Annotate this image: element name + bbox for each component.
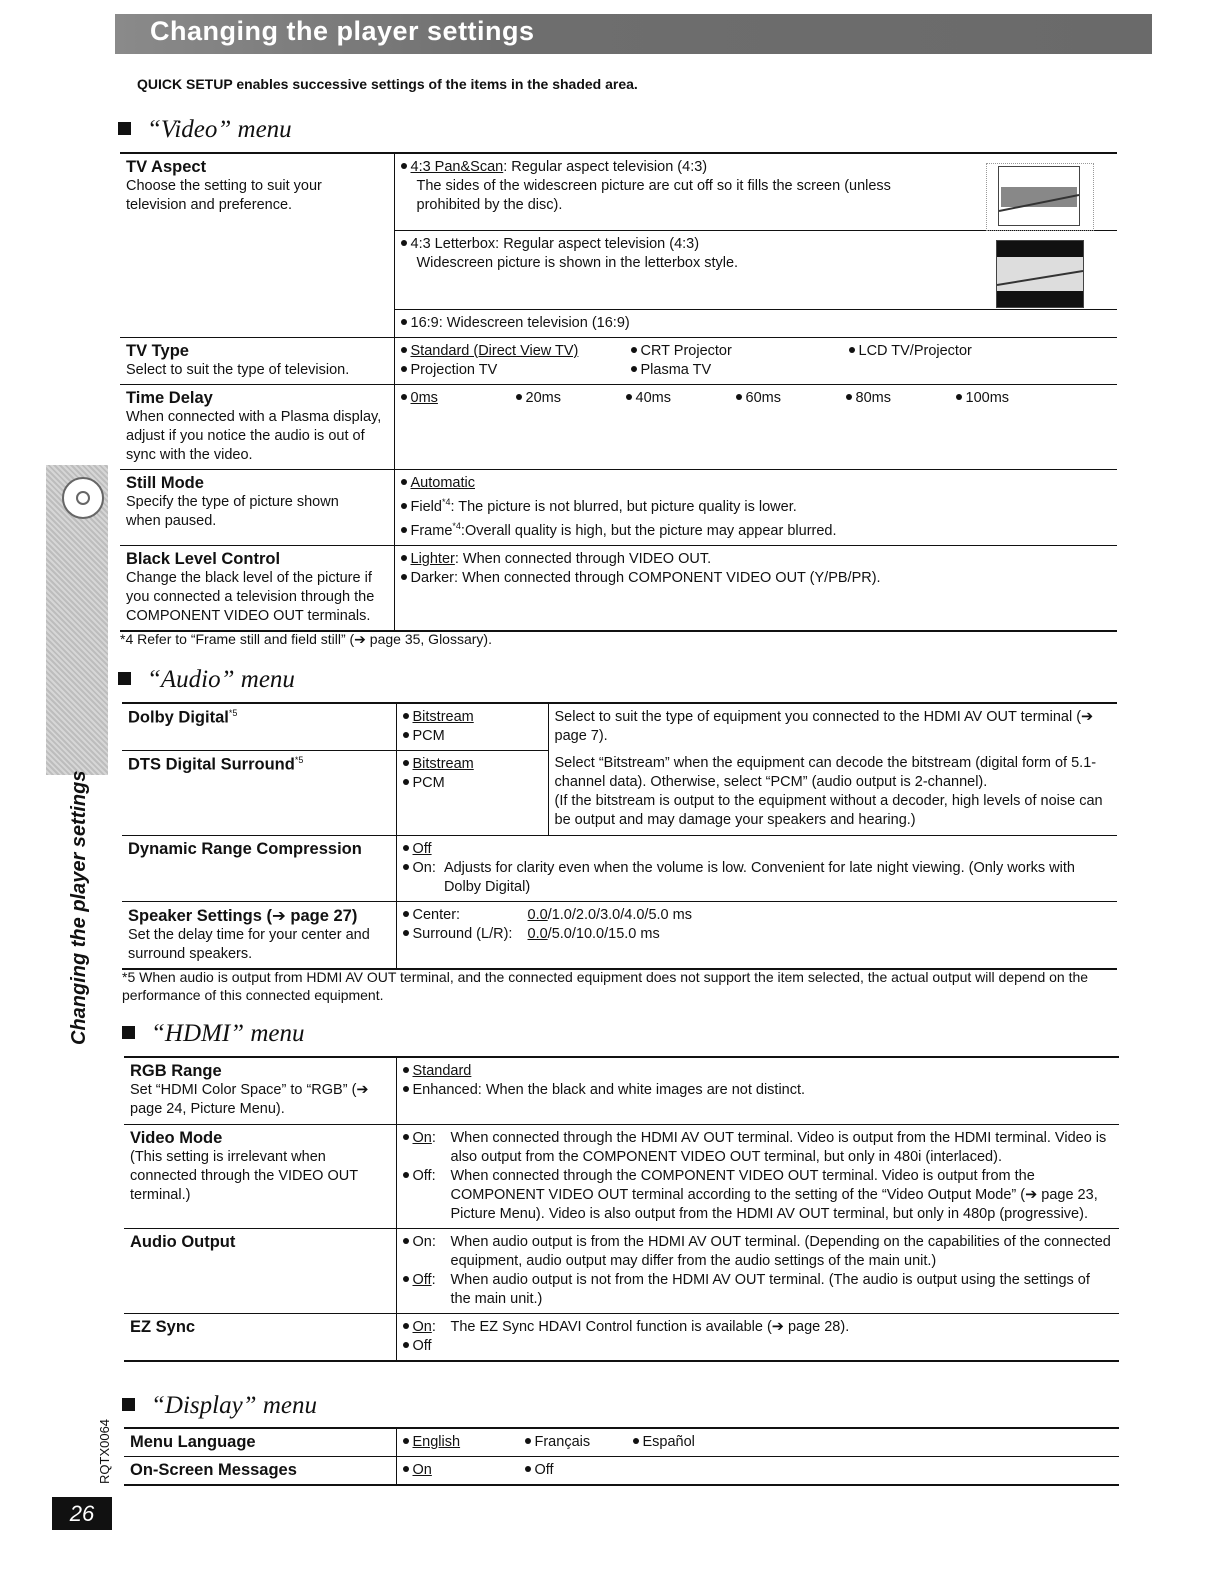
- setting-name: Time Delay: [126, 389, 213, 407]
- quick-setup-intro: QUICK SETUP enables successive settings of the items in the shaded area.: [137, 76, 638, 92]
- page-number: 26: [52, 1497, 112, 1530]
- page-header-title: Changing the player settings: [150, 16, 535, 46]
- bullet-icon: [525, 1466, 531, 1472]
- option-row: 0ms 20ms 40ms 60ms 80ms 100ms: [401, 389, 1112, 408]
- option-off: Off: [403, 840, 1112, 859]
- bullet-icon: [403, 1238, 409, 1244]
- hdmi-menu-title: “HDMI” menu: [122, 1020, 304, 1048]
- setting-name: Menu Language: [130, 1433, 256, 1451]
- display-menu-table: [124, 1427, 1119, 1486]
- bullet-icon: [403, 1086, 409, 1092]
- option-darker: Darker: When connected through COMPONENT VIDEO OUT (Y/PB/PR).: [401, 569, 1112, 588]
- square-bullet-icon: [118, 122, 131, 135]
- bullet-icon: [849, 347, 855, 353]
- bullet-icon: [401, 527, 407, 533]
- decoder-warning: (If the bitstream is output to the equipment without a decoder, high levels of noise can be output and may damage your speakers and hearing.): [554, 793, 1103, 828]
- table-row: [124, 1125, 1119, 1229]
- setting-description: Set the delay time for your center and surround speakers.: [128, 927, 370, 962]
- bullet-icon: [401, 574, 407, 580]
- audio-menu-title: “Audio” menu: [118, 666, 295, 694]
- bullet-icon: [403, 732, 409, 738]
- setting-description: Set “HDMI Color Space” to “RGB” (➔ page 24, Picture Menu).: [130, 1082, 369, 1117]
- setting-name: Dynamic Range Compression: [128, 840, 362, 858]
- option-on: On: When audio output is from the HDMI AV OUT terminal. (Depending on the capabilities of the connected equipment, audio output may differ from the audio settings of the main unit.): [403, 1233, 1114, 1271]
- bullet-icon: [736, 394, 742, 400]
- option-letterbox: 4:3 Letterbox: Regular aspect television (4:3): [401, 235, 1112, 254]
- bullet-icon: [633, 1438, 639, 1444]
- option-16-9: 16:9: Widescreen television (16:9): [401, 314, 1112, 333]
- side-label: Changing the player settings: [68, 770, 90, 1045]
- table-row: [120, 338, 1117, 385]
- bullet-icon: [401, 347, 407, 353]
- bullet-icon: [401, 240, 407, 246]
- option-automatic: Automatic: [401, 474, 1112, 493]
- square-bullet-icon: [118, 672, 131, 685]
- option-off: Off: [403, 1337, 1114, 1356]
- table-row: [120, 470, 1117, 546]
- setting-description: Specify the type of picture shown when paused.: [126, 494, 339, 529]
- option-row: English Français Español: [403, 1433, 1114, 1452]
- option-pan-scan: 4:3 Pan&Scan: Regular aspect television (4:3): [401, 158, 1112, 177]
- video-menu-table: [120, 152, 1117, 632]
- bullet-icon: [403, 1438, 409, 1444]
- bullet-icon: [403, 1323, 409, 1329]
- footnote-4: *4 Refer to “Frame still and field still” (➔ page 35, Glossary).: [120, 631, 492, 647]
- bullet-icon: [401, 394, 407, 400]
- audio-output-description: Select to suit the type of equipment you connected to the HDMI AV OUT terminal (➔ page 7).: [554, 709, 1094, 744]
- bullet-icon: [403, 1276, 409, 1282]
- bullet-icon: [403, 1067, 409, 1073]
- pan-scan-illustration: [998, 166, 1080, 226]
- bullet-icon: [401, 319, 407, 325]
- option-off: Off: When audio output is not from the HDMI AV OUT terminal. (The audio is output using the settings of the main unit.): [403, 1271, 1114, 1309]
- table-row: [122, 836, 1117, 902]
- bullet-icon: [403, 864, 409, 870]
- bullet-icon: [626, 394, 632, 400]
- table-row: [124, 1314, 1119, 1362]
- setting-name: Still Mode: [126, 474, 204, 492]
- bullet-icon: [403, 760, 409, 766]
- bullet-icon: [516, 394, 522, 400]
- option-off: Off: When connected through the COMPONENT VIDEO OUT terminal. Video is output from the COMPONENT VIDEO OUT terminal according to the setting of the “Video Output Mode” (➔ page 23, Picture Menu). Video is also output from the HDMI AV OUT terminal, but only in 480p (progressive).: [403, 1167, 1114, 1224]
- letterbox-illustration: [996, 240, 1084, 308]
- setting-name: Dolby Digital$^{*5}$: [128, 708, 238, 727]
- letterbox-picture-icon: [997, 241, 1083, 307]
- option-lighter: Lighter: When connected through VIDEO OUT.: [401, 550, 1112, 569]
- option-on: On: Adjusts for clarity even when the volume is low. Convenient for late night viewing. (Only works with Dolby Digital): [403, 859, 1112, 897]
- bullet-icon: [403, 1342, 409, 1348]
- bullet-icon: [846, 394, 852, 400]
- bullet-icon: [403, 845, 409, 851]
- table-row: [120, 545, 1117, 631]
- setting-description: When connected with a Plasma display, adjust if you notice the audio is out of sync with the video.: [126, 409, 382, 463]
- bullet-icon: [956, 394, 962, 400]
- option-detail: The sides of the widescreen picture are cut off so it fills the screen (unless prohibited by the disc).: [416, 178, 891, 213]
- option-enhanced: Enhanced: When the black and white images are not distinct.: [403, 1081, 1114, 1100]
- document-code: RQTX0064: [97, 1418, 112, 1484]
- setting-description: Change the black level of the picture if you connected a television through the COMPONENT VIDEO OUT terminals.: [126, 569, 375, 624]
- option-bitstream: Bitstream: [403, 708, 542, 727]
- setting-name: Speaker Settings (➔ page 27): [128, 907, 358, 925]
- footnote-5: *5 When audio is output from HDMI AV OUT terminal, and the connected equipment does not support the item selected, the actual output will depend on the performance of this connected equipment.: [122, 969, 1089, 1003]
- bullet-icon: [631, 366, 637, 372]
- table-row: [120, 385, 1117, 470]
- table-row: [124, 1457, 1119, 1486]
- table-row: [120, 153, 1117, 231]
- setting-name: RGB Range: [130, 1062, 222, 1080]
- setting-name: On-Screen Messages: [130, 1461, 297, 1479]
- bitstream-description: Select “Bitstream” when the equipment can decode the bitstream (digital form of 5.1-channel data). Otherwise, select “PCM” (audio output is 2-channel).: [554, 755, 1097, 790]
- audio-menu-table: [122, 702, 1117, 970]
- option-pcm: PCM: [403, 774, 542, 793]
- setting-name: Video Mode: [130, 1129, 223, 1147]
- bullet-icon: [403, 1172, 409, 1178]
- option-detail: Widescreen picture is shown in the letterbox style.: [416, 255, 739, 271]
- bridge-picture-icon: [999, 167, 1079, 225]
- setting-description: Choose the setting to suit your television and preference.: [126, 178, 322, 213]
- table-row: [124, 1229, 1119, 1314]
- option-on: On: When connected through the HDMI AV OUT terminal. Video is output from the HDMI terminal. Video is also output from the COMPONENT VIDEO OUT terminal, but only in 480i (interlaced).: [403, 1129, 1114, 1167]
- bullet-icon: [403, 1134, 409, 1140]
- option-standard: Standard: [403, 1062, 1114, 1081]
- bullet-icon: [403, 930, 409, 936]
- option-surround: Surround (L/R): 0.0/5.0/10.0/15.0 ms: [403, 925, 1112, 944]
- option-row: Standard (Direct View TV) CRT Projector LCD TV/Projector: [401, 342, 1112, 361]
- display-menu-title: “Display” menu: [122, 1392, 317, 1420]
- option-bitstream: Bitstream: [403, 755, 542, 774]
- setting-description: (This setting is irrelevant when connected through the VIDEO OUT terminal.): [130, 1149, 358, 1203]
- setting-name: EZ Sync: [130, 1318, 196, 1336]
- table-row: [124, 1428, 1119, 1457]
- bullet-icon: [403, 779, 409, 785]
- setting-name: Black Level Control: [126, 549, 281, 568]
- setting-name: TV Aspect: [126, 158, 207, 176]
- bullet-icon: [403, 1466, 409, 1472]
- setting-name: TV Type: [126, 342, 189, 360]
- setting-name: DTS Digital Surround$^{*5}$: [128, 755, 304, 774]
- option-pcm: PCM: [403, 727, 542, 746]
- bullet-icon: [401, 503, 407, 509]
- table-row: [122, 703, 1117, 751]
- bullet-icon: [403, 911, 409, 917]
- video-menu-title: “Video” menu: [118, 116, 292, 144]
- square-bullet-icon: [122, 1398, 135, 1411]
- option-frame: Frame$^{*4}$:Overall quality is high, but the picture may appear blurred.: [401, 517, 1112, 541]
- option-row: On Off: [403, 1461, 1114, 1480]
- bullet-icon: [631, 347, 637, 353]
- bullet-icon: [401, 555, 407, 561]
- option-on: On: The EZ Sync HDAVI Control function is available (➔ page 28).: [403, 1318, 1114, 1337]
- page-header-banner: [115, 14, 1152, 54]
- setting-description: Select to suit the type of television.: [126, 362, 350, 378]
- bullet-icon: [525, 1438, 531, 1444]
- bullet-icon: [401, 163, 407, 169]
- bullet-icon: [403, 713, 409, 719]
- square-bullet-icon: [122, 1026, 135, 1039]
- bullet-icon: [401, 479, 407, 485]
- hdmi-menu-table: [124, 1056, 1119, 1362]
- disc-icon: [62, 477, 104, 519]
- bullet-icon: [401, 366, 407, 372]
- setting-name: Audio Output: [130, 1233, 236, 1251]
- option-field: Field$^{*4}$: The picture is not blurred, but picture quality is lower.: [401, 493, 1112, 517]
- option-row: Projection TV Plasma TV: [401, 361, 1112, 380]
- table-row: [122, 902, 1117, 970]
- table-row: [124, 1057, 1119, 1125]
- option-center: Center: 0.0/1.0/2.0/3.0/4.0/5.0 ms: [403, 906, 1112, 925]
